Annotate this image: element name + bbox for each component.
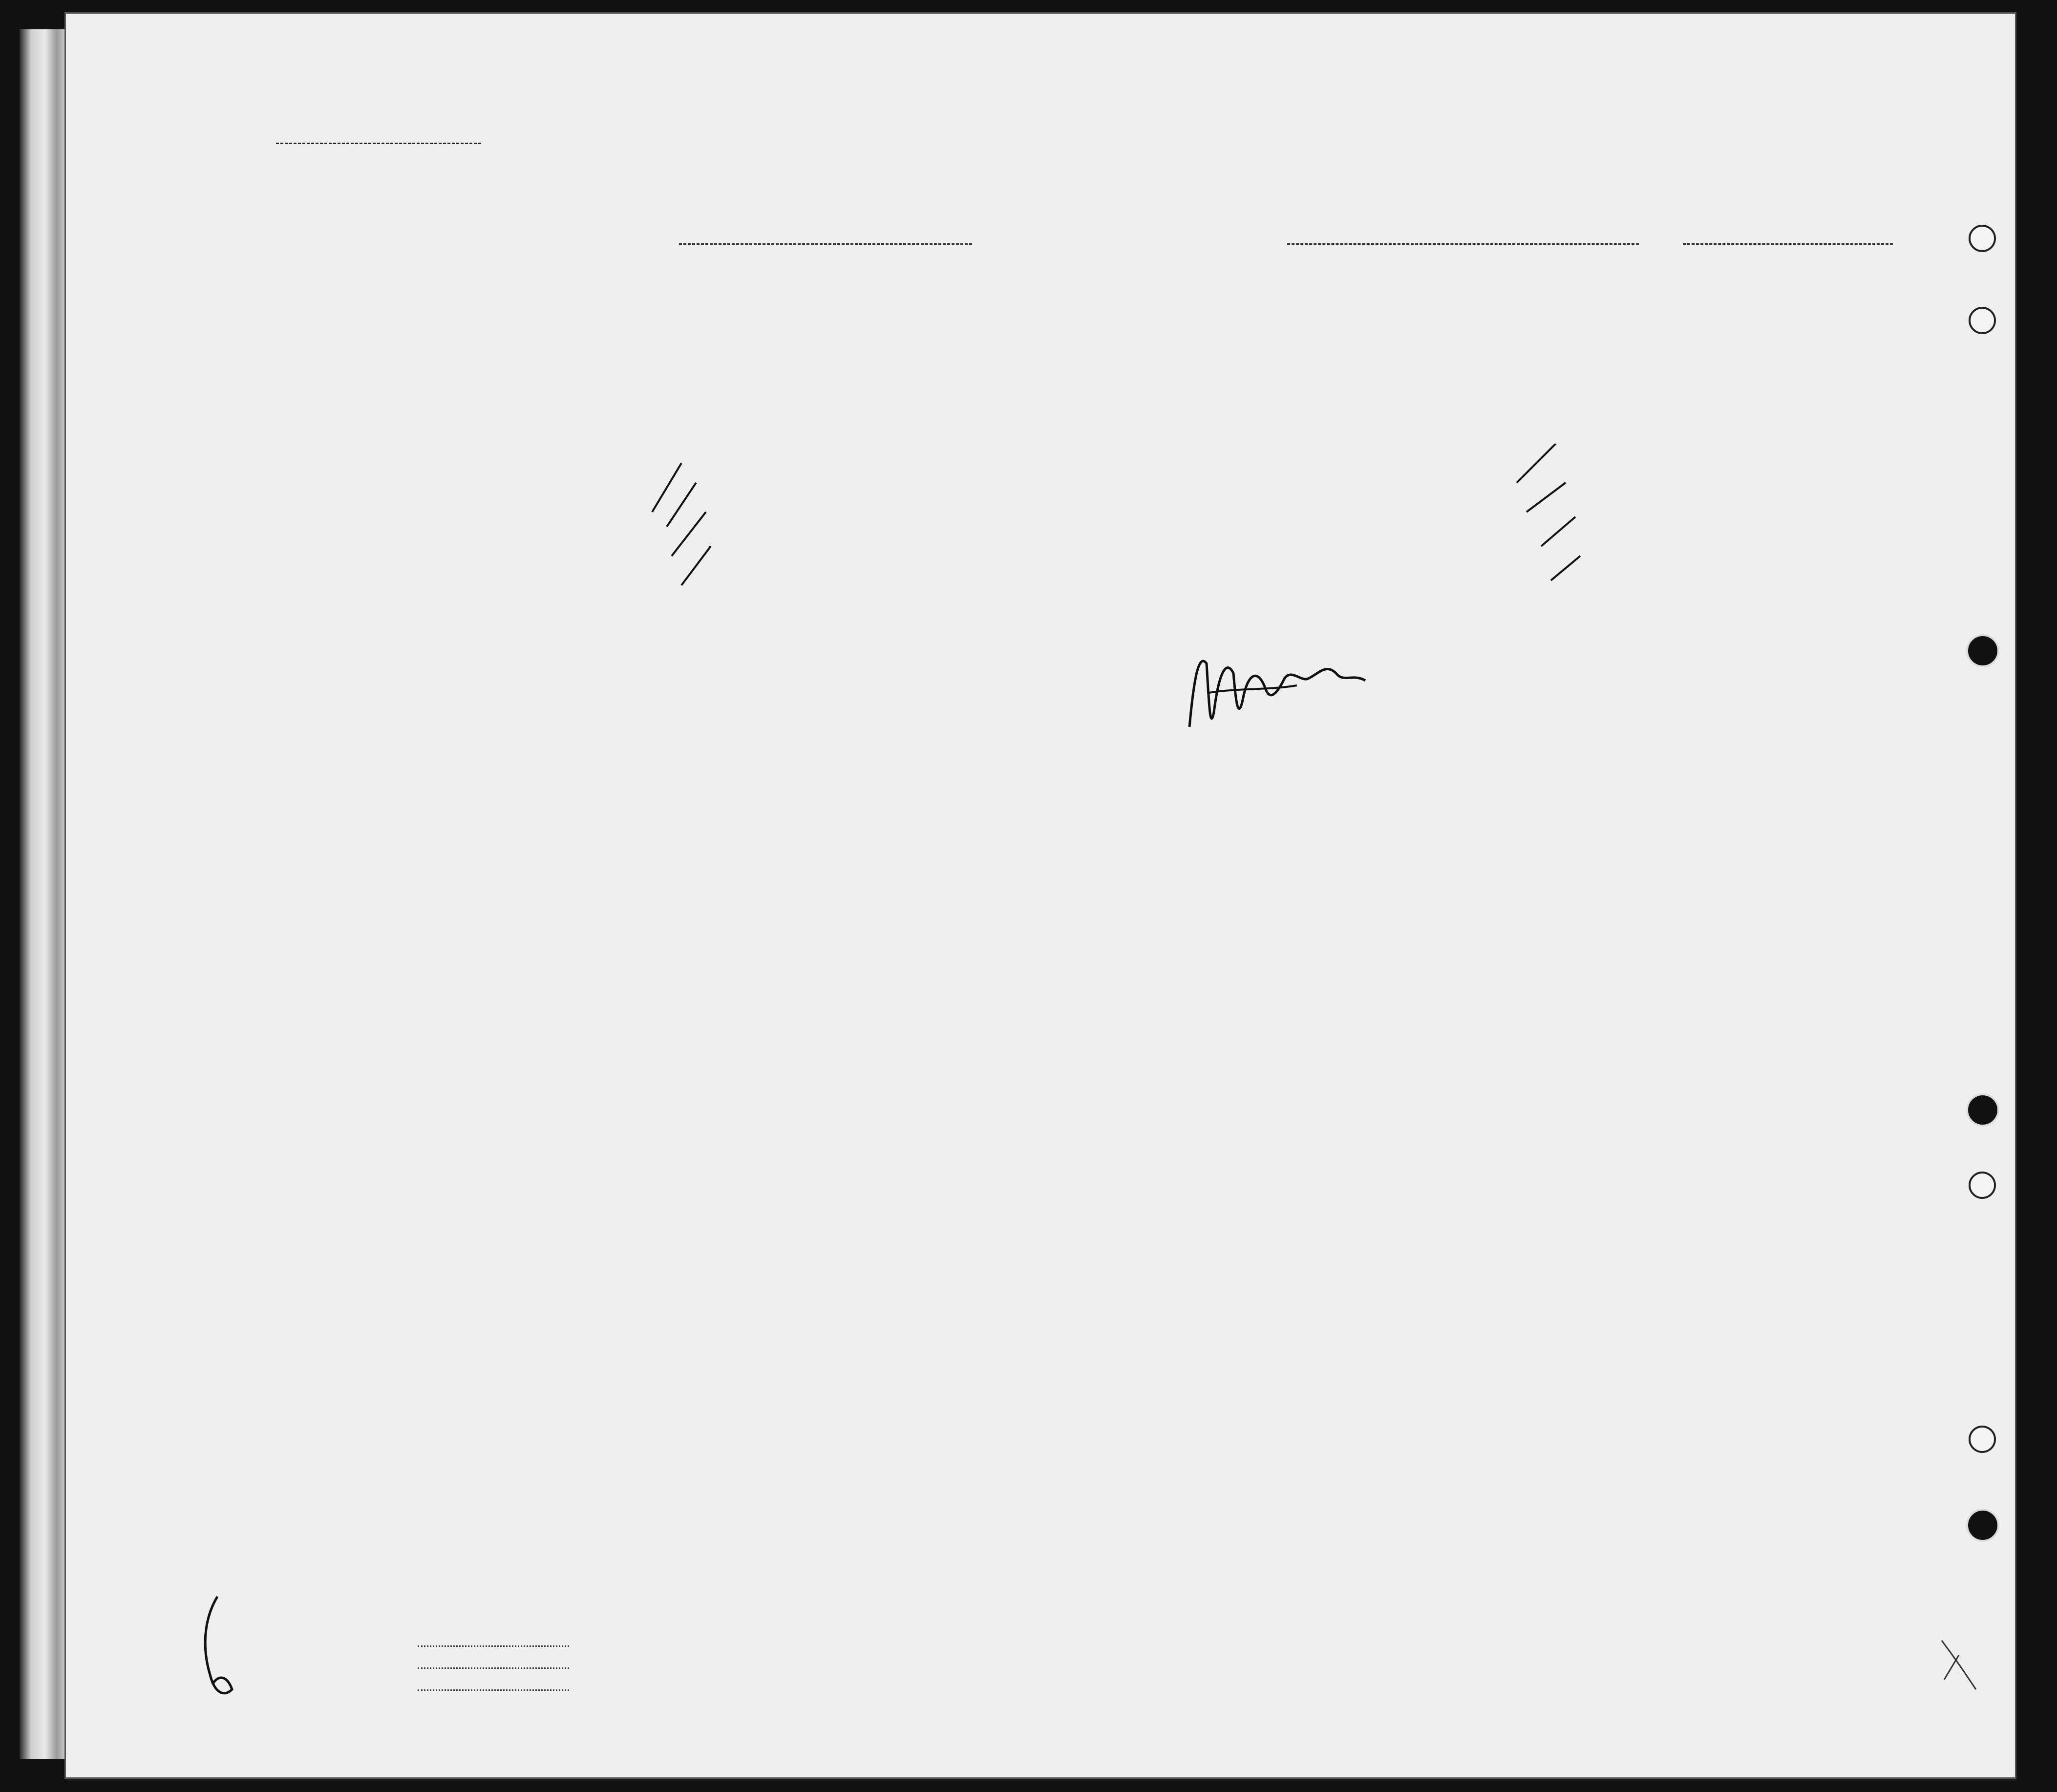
age-tick-marks (642, 453, 735, 600)
binder-hole (1969, 1172, 1996, 1199)
visa-tick-marks (1512, 444, 1619, 590)
footer-corner-mark (1937, 1636, 1981, 1694)
total-passengers-line (418, 1645, 569, 1647)
bound-page-edge (20, 29, 66, 1759)
aliens-line (418, 1689, 569, 1691)
footer-scribble (198, 1592, 242, 1704)
us-citizens-line (418, 1667, 569, 1669)
binder-hole (1966, 1093, 1999, 1127)
binder-hole (1969, 1426, 1996, 1453)
binder-hole (1969, 225, 1996, 252)
binder-hole (1966, 634, 1999, 667)
manifest-sheet (66, 14, 2015, 1777)
binder-hole (1969, 307, 1996, 334)
inspector-signature (1180, 644, 1409, 751)
binder-hole (1966, 1509, 1999, 1542)
manifest-grid (66, 14, 2015, 1777)
